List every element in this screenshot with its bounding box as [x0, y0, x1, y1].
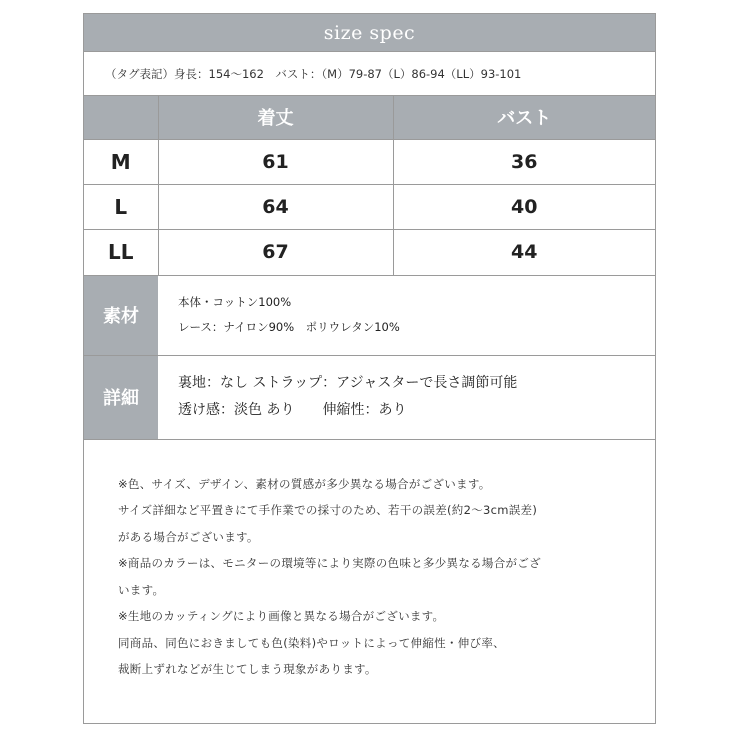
length-value: 61 [158, 139, 393, 184]
note-line: ※色、サイズ、デザイン、素材の質感が多少異なる場合がございます。 [118, 476, 491, 491]
bust-value: 40 [393, 184, 655, 229]
note-line: 同商品、同色におきましても色(染料)やロットによって伸縮性・伸び率、 [118, 635, 505, 650]
material-label: 素材 [84, 276, 158, 355]
detail-line: 裏地：なし ストラップ：アジャスターで長さ調節可能 [178, 375, 518, 391]
tag-size-line: （タグ表記）身長：154〜162 バスト：（M）79-87（L）86-94（LL）93-101 [84, 52, 655, 96]
material-line: レース：ナイロン90% ポリウレタン10% [178, 320, 400, 334]
size-label: LL [84, 229, 158, 275]
table-row [84, 139, 655, 184]
size-table-header [84, 96, 655, 139]
material-body [158, 276, 655, 355]
detail-row [84, 356, 655, 440]
material-row [84, 276, 655, 356]
size-spec-title: size spec [84, 14, 655, 52]
length-value: 67 [158, 229, 393, 275]
bust-value: 36 [393, 139, 655, 184]
table-row [84, 229, 655, 275]
header-length: 着丈 [158, 96, 393, 139]
size-label: M [84, 139, 158, 184]
note-line: います。 [118, 582, 165, 597]
size-label: L [84, 184, 158, 229]
note-line: ※商品のカラーは、モニターの環境等により実際の色味と多少異なる場合がござ [118, 556, 541, 570]
note-line: サイズ詳細など平置きにて手作業での採寸のため、若干の誤差(約2〜3cm誤差) [118, 503, 538, 517]
header-bust: バスト [393, 96, 655, 139]
detail-body [158, 356, 655, 439]
detail-label: 詳細 [84, 356, 158, 439]
header-corner [84, 96, 158, 139]
note-line: ※生地のカッティングにより画像と異なる場合がございます。 [118, 609, 445, 623]
note-line: 裁断上ずれなどが生じてしまう現象があります。 [118, 662, 377, 676]
detail-line: 透け感：淡色 あり 伸縮性：あり [178, 402, 407, 418]
size-table [84, 96, 655, 276]
notes [84, 440, 655, 683]
note-line: がある場合がございます。 [118, 529, 259, 544]
length-value: 64 [158, 184, 393, 229]
table-row [84, 184, 655, 229]
bust-value: 44 [393, 229, 655, 275]
size-spec-card [83, 13, 656, 724]
material-line: 本体・コットン100% [178, 295, 292, 309]
